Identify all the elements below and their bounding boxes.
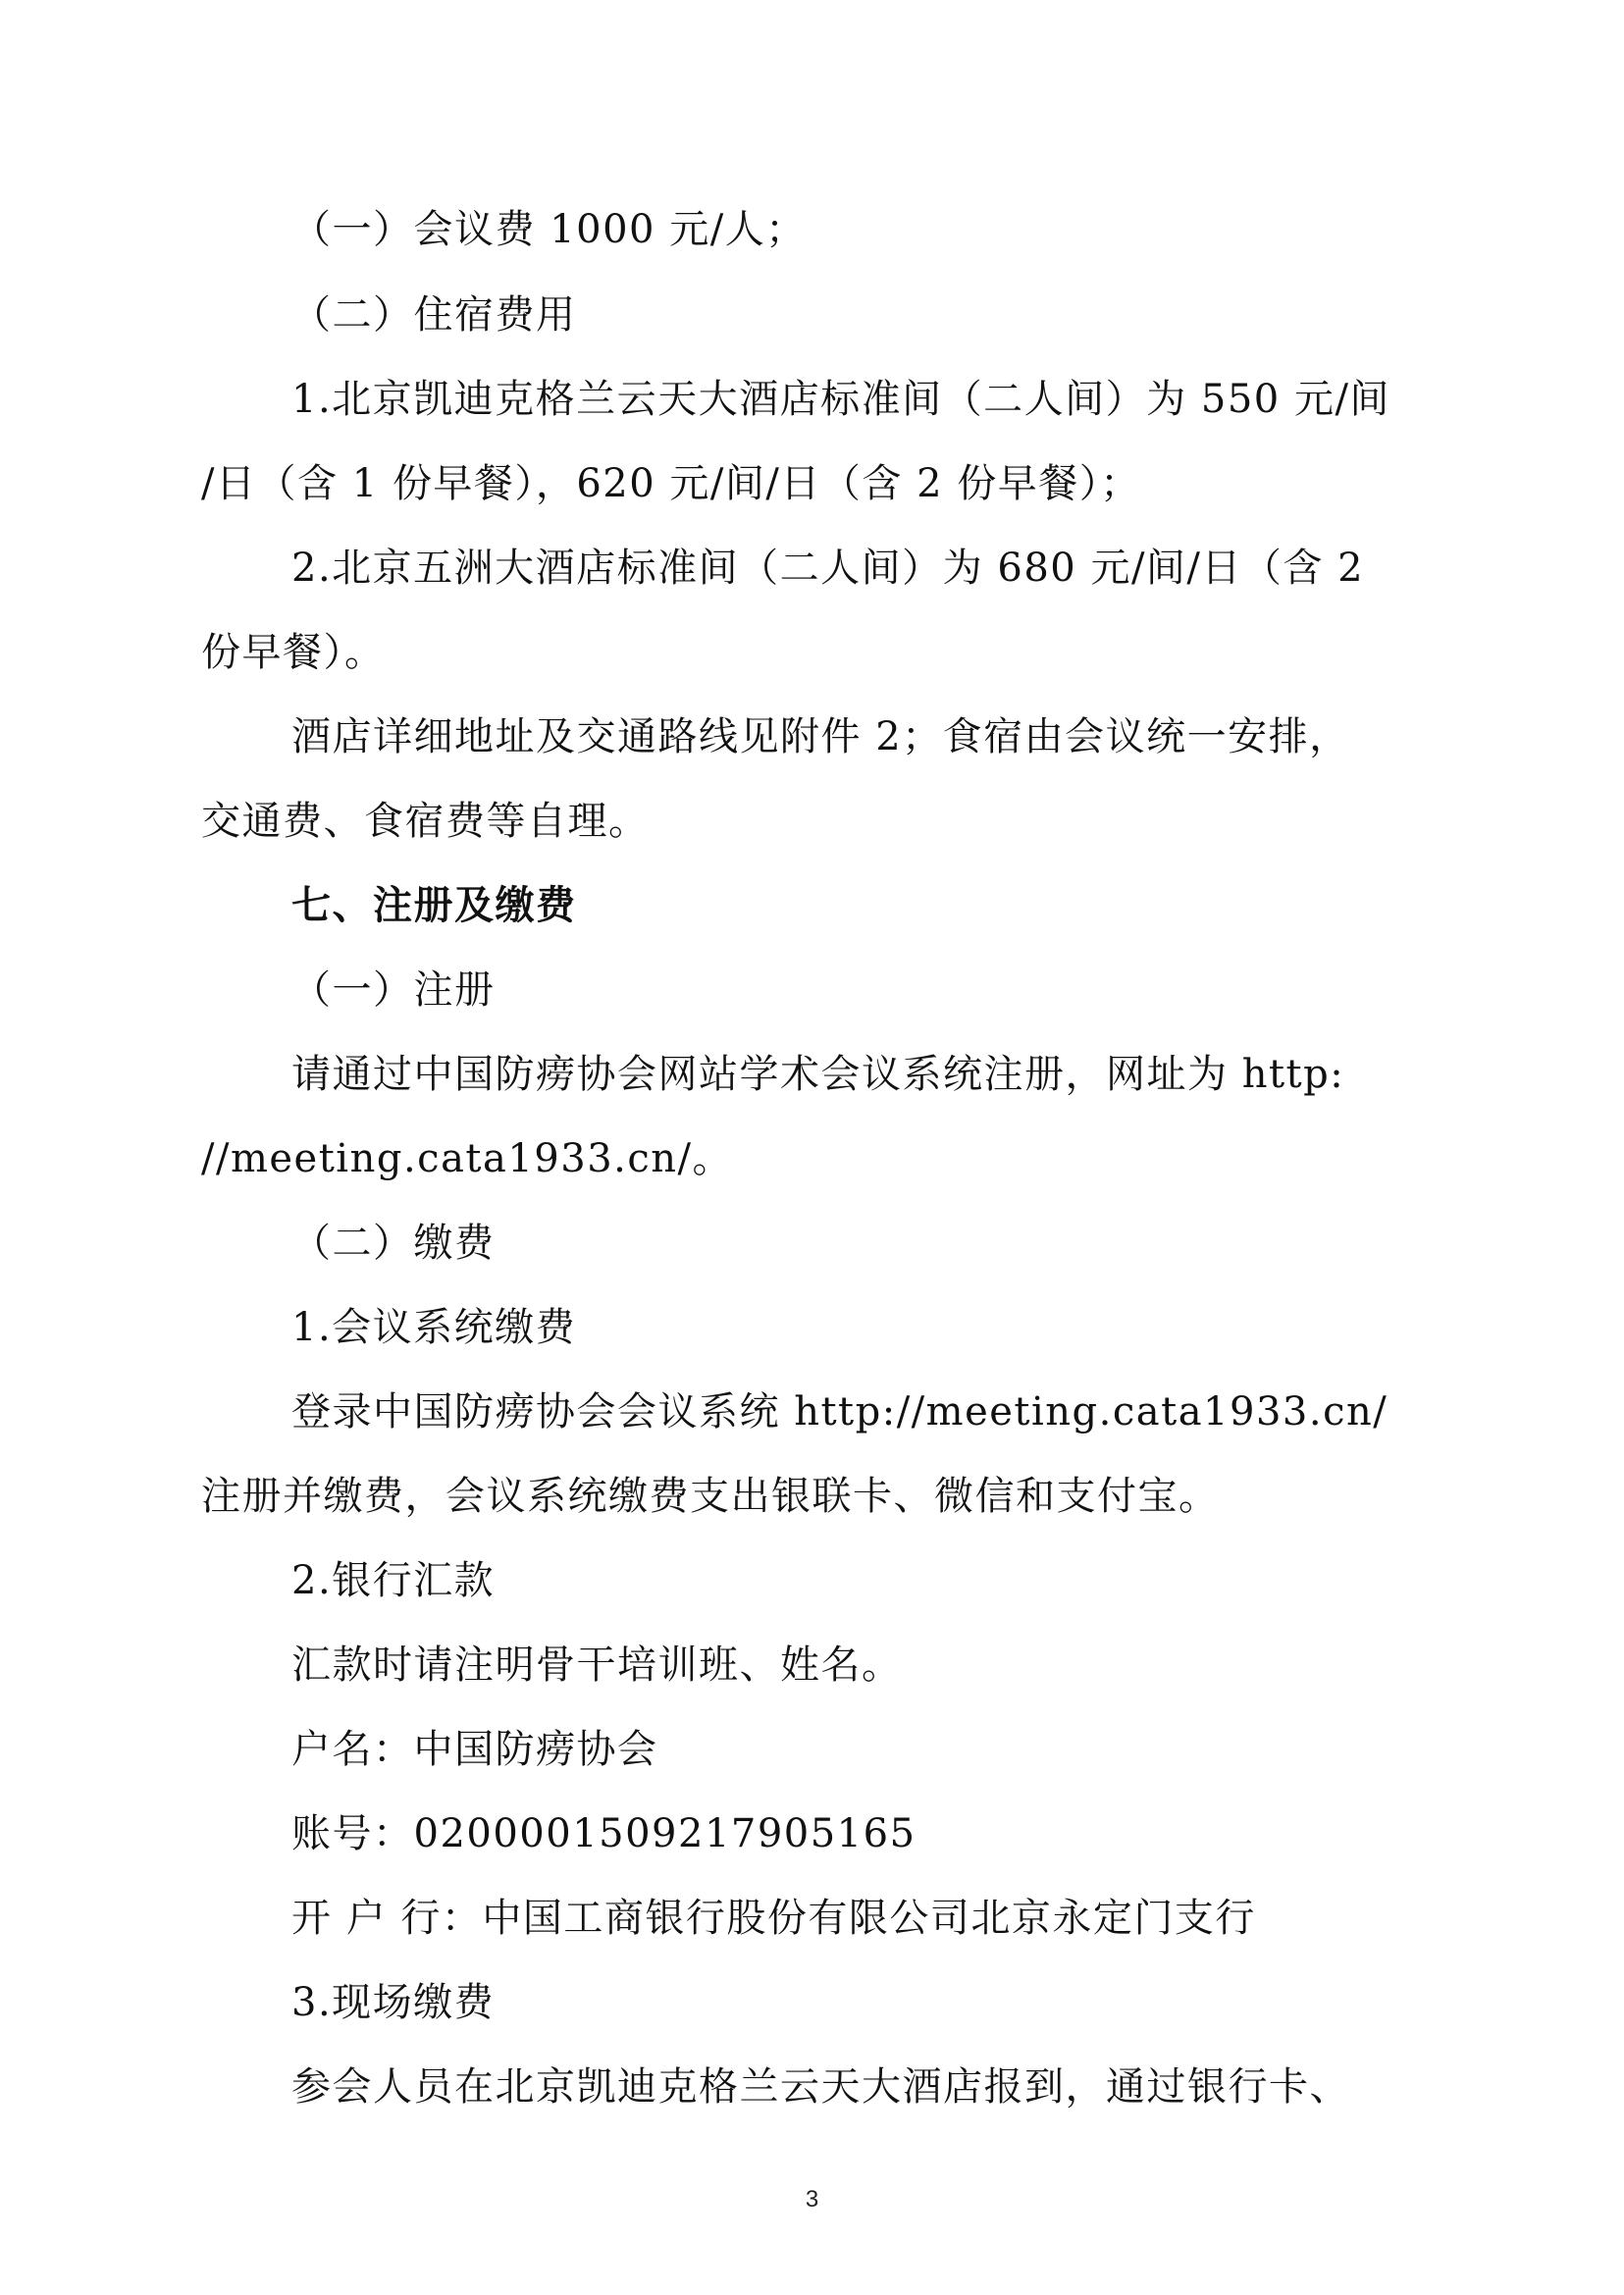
hotel1-line-1: 1.北京凯迪克格兰云天大酒店标准间（二人间）为 550 元/间	[291, 377, 1390, 422]
registration-line-1: 请通过中国防痨协会网站学术会议系统注册，网址为 http:	[291, 1052, 1345, 1097]
page-number: 3	[805, 2186, 819, 2213]
registration-line-2: //meeting.cata1933.cn/。	[201, 1136, 733, 1181]
hotel2-line-2: 份早餐）。	[201, 630, 386, 675]
system-payment-line-1: 登录中国防痨协会会议系统 http://meeting.cata1933.cn/	[291, 1389, 1388, 1434]
registration-heading: （一）注册	[291, 967, 496, 1013]
payment-heading: （二）缴费	[291, 1221, 496, 1266]
hotel-address-line-2: 交通费、食宿费等自理。	[201, 799, 650, 844]
onsite-payment-line-1: 参会人员在北京凯迪克格兰云天大酒店报到，通过银行卡、	[291, 2064, 1350, 2110]
accommodation-heading: （二）住宿费用	[291, 292, 577, 338]
section-seven-heading: 七、注册及缴费	[291, 883, 577, 928]
hotel2-line-1: 2.北京五洲大酒店标准间（二人间）为 680 元/间/日（含 2	[291, 546, 1365, 591]
account-number: 账号：0200001509217905165	[291, 1811, 917, 1856]
onsite-payment-heading: 3.现场缴费	[291, 1980, 496, 2025]
system-payment-line-2: 注册并缴费，会议系统缴费支出银联卡、微信和支付宝。	[201, 1474, 1220, 1519]
bank-transfer-heading: 2.银行汇款	[291, 1558, 496, 1603]
bank-transfer-note: 汇款时请注明骨干培训班、姓名。	[291, 1643, 903, 1688]
hotel-address-line-1: 酒店详细地址及交通路线见附件 2；食宿由会议统一安排，	[291, 714, 1350, 759]
bank-branch: 开 户 行：中国工商银行股份有限公司北京永定门支行	[291, 1896, 1256, 1941]
account-name: 户名：中国防痨协会	[291, 1727, 658, 1772]
hotel1-line-2: /日（含 1 份早餐），620 元/间/日（含 2 份早餐）；	[201, 461, 1141, 506]
meeting-fee-line: （一）会议费 1000 元/人；	[291, 207, 807, 252]
system-payment-heading: 1.会议系统缴费	[291, 1305, 577, 1350]
